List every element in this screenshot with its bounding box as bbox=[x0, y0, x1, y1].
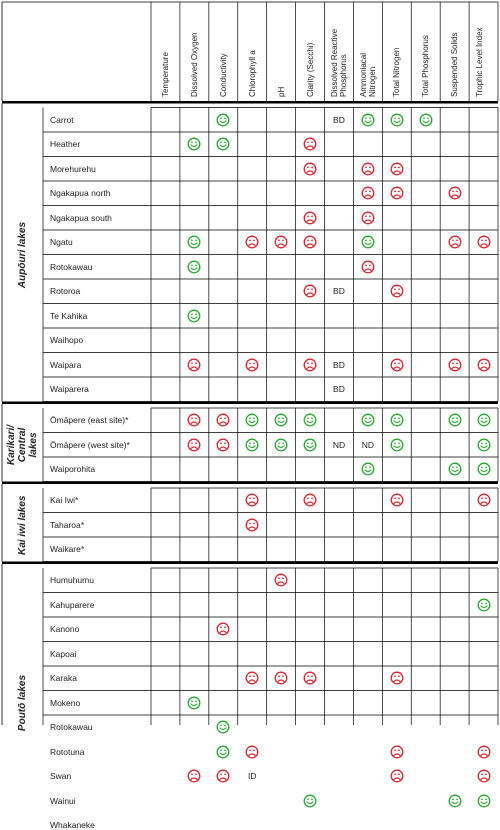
frowny-face-icon bbox=[216, 413, 230, 427]
smiley-face-icon bbox=[477, 462, 491, 476]
lake-name: Rototuna bbox=[50, 746, 85, 757]
lake-name: Ngakapua south bbox=[50, 212, 112, 223]
frowny-face-icon bbox=[390, 186, 404, 200]
smiley-face-icon bbox=[419, 113, 433, 127]
column-header: Suspended Solids bbox=[450, 32, 460, 97]
cell-code: BD bbox=[333, 286, 345, 297]
column-header: pH bbox=[276, 86, 286, 97]
lake-name: Morehurehu bbox=[50, 163, 96, 174]
column-header: Chlorophyll a bbox=[247, 50, 257, 97]
lake-name: Kahuparere bbox=[50, 599, 95, 610]
frowny-face-icon bbox=[303, 671, 317, 685]
smiley-face-icon bbox=[361, 413, 375, 427]
smiley-face-icon bbox=[361, 235, 375, 249]
cell-code: ND bbox=[332, 439, 346, 450]
smiley-face-icon bbox=[303, 413, 317, 427]
frowny-face-icon bbox=[303, 137, 317, 151]
frowny-face-icon bbox=[477, 745, 491, 759]
smiley-face-icon bbox=[477, 598, 491, 612]
smiley-face-icon bbox=[187, 260, 201, 274]
smiley-face-icon bbox=[187, 309, 201, 323]
lake-name: Rotokawau bbox=[50, 261, 93, 272]
column-header: Total Phosphorus bbox=[421, 35, 431, 97]
frowny-face-icon bbox=[274, 573, 288, 587]
lake-name: Ōmāpere (east site)* bbox=[50, 415, 129, 426]
frowny-face-icon bbox=[390, 671, 404, 685]
frowny-face-icon bbox=[477, 358, 491, 372]
lake-name: Waihopo bbox=[50, 335, 84, 346]
frowny-face-icon bbox=[216, 438, 230, 452]
frowny-face-icon bbox=[361, 186, 375, 200]
lake-name: Heather bbox=[50, 139, 81, 150]
frowny-face-icon bbox=[274, 671, 288, 685]
lake-name: Waikare* bbox=[50, 544, 85, 555]
smiley-face-icon bbox=[448, 794, 462, 808]
frowny-face-icon bbox=[245, 518, 259, 532]
cell-code: ID bbox=[247, 771, 257, 782]
frowny-face-icon bbox=[303, 284, 317, 298]
frowny-face-icon bbox=[187, 413, 201, 427]
frowny-face-icon bbox=[187, 438, 201, 452]
frowny-face-icon bbox=[477, 769, 491, 783]
frowny-face-icon bbox=[448, 358, 462, 372]
frowny-face-icon bbox=[245, 358, 259, 372]
smiley-face-icon bbox=[216, 720, 230, 734]
column-header: Clarity (Secchi) bbox=[305, 42, 315, 97]
smiley-face-icon bbox=[361, 462, 375, 476]
smiley-face-icon bbox=[187, 235, 201, 249]
smiley-face-icon bbox=[477, 794, 491, 808]
smiley-face-icon bbox=[390, 113, 404, 127]
column-header: Temperature bbox=[160, 52, 170, 97]
smiley-face-icon bbox=[390, 413, 404, 427]
frowny-face-icon bbox=[477, 493, 491, 507]
smiley-face-icon bbox=[448, 413, 462, 427]
lake-name: Ngatu bbox=[50, 237, 73, 248]
lake-name: Waiparera bbox=[50, 384, 89, 395]
column-header: Total Nitrogen bbox=[392, 47, 402, 97]
lake-name: Swan bbox=[50, 771, 72, 782]
lake-name: Rotoroa bbox=[50, 286, 81, 297]
lake-name: Whakaneke bbox=[50, 820, 95, 830]
cell-code: BD bbox=[333, 384, 345, 395]
smiley-face-icon bbox=[245, 413, 259, 427]
frowny-face-icon bbox=[245, 671, 259, 685]
cell-code: BD bbox=[333, 114, 345, 125]
frowny-face-icon bbox=[477, 235, 491, 249]
frowny-face-icon bbox=[303, 493, 317, 507]
cell-code: ND bbox=[361, 439, 374, 450]
smiley-face-icon bbox=[448, 462, 462, 476]
frowny-face-icon bbox=[361, 162, 375, 176]
frowny-face-icon bbox=[274, 235, 288, 249]
frowny-face-icon bbox=[361, 211, 375, 225]
frowny-face-icon bbox=[245, 493, 259, 507]
group-label: Kai iwi lakes bbox=[16, 495, 28, 555]
lake-name: Kapoai bbox=[50, 648, 77, 659]
column-header: Trophic Level Index bbox=[474, 27, 484, 97]
smiley-face-icon bbox=[477, 438, 491, 452]
column-header: Conductivity bbox=[218, 53, 228, 97]
smiley-face-icon bbox=[274, 438, 288, 452]
frowny-face-icon bbox=[187, 358, 201, 372]
frowny-face-icon bbox=[303, 358, 317, 372]
lake-name: Ngakapua north bbox=[50, 188, 111, 199]
frowny-face-icon bbox=[390, 745, 404, 759]
frowny-face-icon bbox=[390, 162, 404, 176]
frowny-face-icon bbox=[390, 284, 404, 298]
lake-name: Taharoa* bbox=[50, 519, 85, 530]
lake-name: Karaka bbox=[50, 673, 77, 684]
column-header: Ammoniacal Nitrogen bbox=[358, 52, 377, 97]
frowny-face-icon bbox=[390, 493, 404, 507]
smiley-face-icon bbox=[216, 113, 230, 127]
smiley-face-icon bbox=[390, 438, 404, 452]
frowny-face-icon bbox=[390, 358, 404, 372]
smiley-face-icon bbox=[303, 438, 317, 452]
smiley-face-icon bbox=[216, 745, 230, 759]
smiley-face-icon bbox=[274, 413, 288, 427]
lake-name: Kai Iwi* bbox=[50, 495, 79, 506]
lake-name: Kanono bbox=[50, 624, 80, 635]
frowny-face-icon bbox=[303, 211, 317, 225]
group-label: Poutō lakes bbox=[16, 674, 28, 731]
lake-name: Te Kahika bbox=[50, 310, 88, 321]
smiley-face-icon bbox=[245, 438, 259, 452]
lake-name: Waipara bbox=[50, 359, 82, 370]
frowny-face-icon bbox=[361, 260, 375, 274]
frowny-face-icon bbox=[303, 162, 317, 176]
group-label: Karikari/ Central lakes bbox=[5, 424, 39, 465]
smiley-face-icon bbox=[187, 137, 201, 151]
lake-name: Humuhumu bbox=[50, 575, 94, 586]
lake-name: Rotokawau bbox=[50, 722, 93, 733]
cell-code: BD bbox=[333, 359, 345, 370]
smiley-face-icon bbox=[477, 413, 491, 427]
frowny-face-icon bbox=[303, 235, 317, 249]
lake-name: Wainui bbox=[50, 795, 76, 806]
smiley-face-icon bbox=[216, 137, 230, 151]
frowny-face-icon bbox=[216, 622, 230, 636]
frowny-face-icon bbox=[187, 769, 201, 783]
frowny-face-icon bbox=[245, 235, 259, 249]
column-header: Dissolved Reactive Phosphorus bbox=[329, 28, 348, 97]
smiley-face-icon bbox=[361, 113, 375, 127]
frowny-face-icon bbox=[390, 769, 404, 783]
lake-name: Ōmāpere (west site)* bbox=[50, 439, 130, 450]
column-header: Dissolved Oxygen bbox=[189, 32, 199, 97]
smiley-face-icon bbox=[187, 696, 201, 710]
frowny-face-icon bbox=[245, 745, 259, 759]
lake-name: Carrot bbox=[50, 114, 74, 125]
frowny-face-icon bbox=[448, 186, 462, 200]
frowny-face-icon bbox=[448, 235, 462, 249]
lake-name: Waiporohita bbox=[50, 464, 96, 475]
frowny-face-icon bbox=[216, 769, 230, 783]
smiley-face-icon bbox=[303, 794, 317, 808]
group-label: Aupōuri lakes bbox=[16, 221, 28, 288]
lake-name: Mokeno bbox=[50, 697, 81, 708]
